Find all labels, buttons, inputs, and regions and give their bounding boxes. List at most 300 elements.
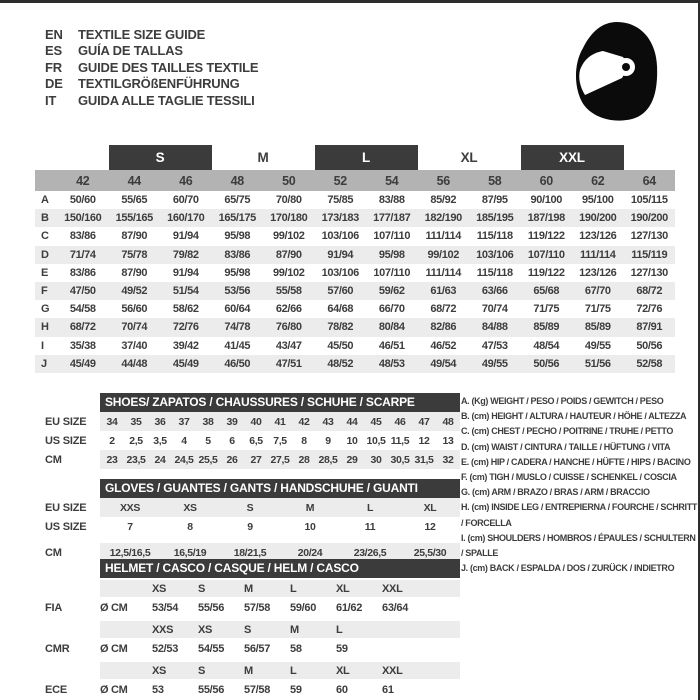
helmet-sizes-row-ece — [40, 662, 460, 679]
size-value: 57/60 — [327, 285, 354, 298]
shoes-table-value: 43 — [322, 415, 334, 428]
helmet-size-label: L — [290, 664, 297, 677]
shoes-table-value: 28,5 — [318, 453, 338, 466]
measurement-legend — [461, 394, 697, 576]
size-value: 78/82 — [327, 321, 354, 334]
main-size-table — [35, 145, 675, 373]
helmet-size-label: S — [198, 582, 206, 595]
helmet-size-label: XS — [152, 582, 167, 595]
gloves-table-value: 9 — [247, 520, 253, 533]
column-header-56: 56 — [436, 173, 450, 188]
column-header-58: 58 — [488, 173, 502, 188]
size-value: 68/72 — [430, 303, 457, 316]
standard-label-cmr: CMR — [45, 643, 70, 655]
helmet-value: 59 — [336, 643, 348, 655]
size-value: 123/126 — [579, 266, 617, 279]
helmet-size-label: XXS — [152, 623, 174, 636]
size-value: 46/51 — [378, 339, 405, 352]
size-value: 51/56 — [584, 357, 611, 370]
gloves-table-title: GLOVES / GUANTES / GANTS / HANDSCHUHE / GUANTI — [100, 479, 460, 498]
column-header-64: 64 — [642, 173, 656, 188]
gloves-table-value: 11 — [364, 520, 376, 533]
size-value: 91/94 — [327, 248, 354, 261]
size-value: 87/91 — [636, 321, 663, 334]
helmet-sizes-fia — [100, 580, 460, 597]
size-group-m: M — [257, 150, 269, 165]
unit-label: Ø CM — [100, 643, 128, 655]
helmet-size-label: XS — [152, 664, 167, 677]
shoes-table-value: 42 — [298, 415, 310, 428]
main-number-row — [35, 170, 675, 191]
helmet-value: 61/62 — [336, 602, 363, 614]
size-value: 91/94 — [172, 230, 199, 243]
helmet-value: 61 — [382, 684, 394, 696]
shoes-table-row-us-size — [40, 431, 460, 450]
size-value: 123/126 — [579, 230, 617, 243]
language-code-de: DE — [45, 76, 63, 92]
size-value: 182/190 — [424, 212, 462, 225]
title-row-fr — [45, 59, 258, 76]
size-value: 64/68 — [327, 303, 354, 316]
size-value: 47/50 — [69, 285, 96, 298]
helmet-sizes-cmr — [100, 621, 460, 638]
legend-item-i: I. (cm) SHOULDERS / HOMBROS / ÉPAULES / SCHULTERN / SPALLE — [461, 532, 696, 559]
size-value: 170/180 — [270, 212, 308, 225]
title-row-en — [45, 26, 258, 43]
size-value: 48/52 — [327, 357, 354, 370]
shoes-table-title: SHOES/ ZAPATOS / CHAUSSURES / SCHUHE / SCARPE — [100, 393, 460, 412]
shoes-table-value: 40 — [250, 415, 262, 428]
size-group-l: L — [315, 145, 418, 170]
helmet-size-label: L — [336, 623, 343, 636]
shoes-table-value: 35 — [130, 415, 142, 428]
size-value: 43/47 — [275, 339, 302, 352]
size-value: 107/110 — [373, 230, 411, 243]
legend-item-d: D. (cm) WAIST / CINTURA / TAILLE / HÜFTUNG / VITA — [461, 441, 671, 452]
row-letter: B — [41, 212, 49, 225]
size-value: 91/94 — [172, 266, 199, 279]
size-value: 95/98 — [378, 248, 405, 261]
gloves-table-row-eu-size — [40, 498, 460, 517]
size-value: 49/52 — [121, 285, 148, 298]
size-value: 54/58 — [69, 303, 96, 316]
gloves-table-value: 12,5/16,5 — [109, 546, 151, 559]
shoes-table-row-cm — [40, 450, 460, 469]
legend-item-b: B. (cm) HEIGHT / ALTURA / HAUTEUR / HÖHE / ALTEZZA — [461, 411, 687, 422]
column-header-54: 54 — [385, 173, 399, 188]
size-value: 83/88 — [378, 194, 405, 207]
guide-title-it: GUIDA ALLE TAGLIE TESSILI — [78, 92, 255, 108]
size-value: 177/187 — [373, 212, 411, 225]
shoes-table-value: 48 — [442, 415, 454, 428]
size-value: 65/75 — [224, 194, 251, 207]
shoes-table-value: 4 — [181, 434, 187, 447]
size-value: 95/100 — [581, 194, 614, 207]
size-value: 185/195 — [476, 212, 514, 225]
size-value: 59/62 — [378, 285, 405, 298]
racing-helmet-icon — [570, 19, 660, 127]
size-band — [35, 145, 675, 170]
shoes-table-values-us-size — [100, 431, 460, 450]
shoes-table-value: 44 — [346, 415, 358, 428]
size-value: 48/53 — [378, 357, 405, 370]
title-block — [45, 26, 258, 109]
size-value: 70/80 — [275, 194, 302, 207]
row-letter: I — [41, 339, 44, 352]
standard-label-fia: FIA — [45, 602, 63, 614]
language-code-fr: FR — [45, 59, 62, 75]
helmet-value: 54/55 — [198, 643, 225, 655]
shoes-table-value: 45 — [370, 415, 382, 428]
helmet-table-title: HELMET / CASCO / CASQUE / HELM / CASCO — [100, 559, 460, 578]
size-value: 84/88 — [481, 321, 508, 334]
size-value: 72/76 — [172, 321, 199, 334]
helmet-size-label: M — [290, 623, 299, 636]
size-value: 187/198 — [527, 212, 565, 225]
size-value: 60/64 — [224, 303, 251, 316]
gloves-table-value: 25,5/30 — [413, 546, 447, 559]
language-code-es: ES — [45, 43, 62, 59]
shoes-table-value: 30,5 — [390, 453, 410, 466]
shoes-table-value: 13 — [442, 434, 454, 447]
helmet-value: 59 — [290, 684, 302, 696]
size-value: 85/92 — [430, 194, 457, 207]
shoes-table-value: 32 — [442, 453, 454, 466]
helmet-sizes-row-cmr — [40, 621, 460, 638]
size-value: 49/55 — [481, 357, 508, 370]
size-value: 49/55 — [584, 339, 611, 352]
size-value: 95/98 — [224, 266, 251, 279]
size-value: 74/78 — [224, 321, 251, 334]
helmet-sizes-row-fia — [40, 580, 460, 597]
helmet-size-label: XXL — [382, 664, 403, 677]
legend-item-c: C. (cm) CHEST / PECHO / POITRINE / TRUHE / PETTO — [461, 426, 674, 437]
size-value: 111/114 — [580, 248, 616, 261]
helmet-values-cmr — [100, 638, 460, 660]
size-value: 49/54 — [430, 357, 457, 370]
size-value: 111/114 — [425, 230, 461, 243]
gloves-table-value: 23/26,5 — [353, 546, 387, 559]
unit-label: Ø CM — [100, 602, 128, 614]
guide-title-fr: GUIDE DES TAILLES TEXTILE — [78, 59, 259, 75]
size-value: 50/56 — [533, 357, 560, 370]
size-value: 70/74 — [121, 321, 148, 334]
size-value: 155/165 — [115, 212, 153, 225]
column-header-50: 50 — [282, 173, 296, 188]
size-value: 45/50 — [327, 339, 354, 352]
legend-item-a: A. (Kg) WEIGHT / PESO / POIDS / GEWITCH / PESO — [461, 396, 664, 406]
size-value: 41/45 — [224, 339, 251, 352]
shoes-table-value: 30 — [370, 453, 382, 466]
size-value: 87/90 — [121, 266, 148, 279]
shoes-table-label-eu-size: EU SIZE — [45, 415, 87, 428]
size-value: 75/85 — [327, 194, 354, 207]
helmet-size-label: M — [244, 664, 253, 677]
shoes-table — [40, 393, 460, 469]
size-value: 68/72 — [69, 321, 96, 334]
gloves-table-value: 12 — [424, 520, 436, 533]
shoes-table-values-eu-size — [100, 412, 460, 431]
gloves-table-label-cm: CM — [45, 546, 62, 559]
row-letter: G — [41, 303, 50, 316]
row-letter: H — [41, 321, 49, 334]
size-value: 85/89 — [584, 321, 611, 334]
helmet-values-fia — [100, 597, 460, 619]
size-value: 66/70 — [378, 303, 405, 316]
size-group-s: S — [109, 145, 212, 170]
size-value: 65/68 — [533, 285, 560, 298]
unit-label: Ø CM — [100, 684, 128, 696]
size-value: 79/82 — [172, 248, 199, 261]
helmet-size-label: XXL — [382, 582, 403, 595]
size-value: 47/51 — [275, 357, 302, 370]
legend-item-f: F. (cm) TIGH / MUSLO / CUISSE / SCHENKEL / COSCIA — [461, 472, 677, 483]
size-value: 107/110 — [373, 266, 411, 279]
legend-item-h: H. (cm) INSIDE LEG / ENTREPIERNA / FOURCHE / SCHRITT / FORCELLA — [461, 502, 697, 528]
column-header-48: 48 — [230, 173, 244, 188]
shoes-table-value: 8 — [301, 434, 307, 447]
gloves-table-label-eu-size: EU SIZE — [45, 501, 87, 514]
size-value: 190/200 — [579, 212, 617, 225]
size-value: 105/115 — [630, 194, 668, 207]
helmet-size-label: XL — [336, 582, 350, 595]
gloves-table-row-us-size — [40, 517, 460, 536]
title-row-it — [45, 92, 258, 109]
column-header-62: 62 — [591, 173, 605, 188]
size-value: 51/54 — [172, 285, 199, 298]
row-letter: A — [41, 194, 49, 207]
helmet-sizes-ece — [100, 662, 460, 679]
shoes-table-value: 2 — [109, 434, 115, 447]
shoes-table-value: 24 — [154, 453, 166, 466]
size-value: 44/48 — [121, 357, 148, 370]
size-value: 56/60 — [121, 303, 148, 316]
size-value: 87/95 — [481, 194, 508, 207]
size-value: 83/86 — [69, 266, 96, 279]
size-value: 103/106 — [321, 266, 359, 279]
language-code-en: EN — [45, 26, 63, 42]
legend-item-e: E. (cm) HIP / CADERA / HANCHE / HÜFTE / HIPS / BACINO — [461, 456, 691, 467]
main-table-body — [35, 191, 675, 373]
size-value: 99/102 — [427, 248, 460, 261]
size-value: 62/66 — [275, 303, 302, 316]
size-value: 150/160 — [64, 212, 102, 225]
guide-title-en: TEXTILE SIZE GUIDE — [78, 26, 206, 42]
size-value: 173/183 — [321, 212, 359, 225]
helmet-values-row-cmr — [40, 638, 460, 660]
size-value: 75/78 — [121, 248, 148, 261]
shoes-table-value: 3,5 — [153, 434, 167, 447]
shoes-table-value: 39 — [226, 415, 238, 428]
main-row-h — [35, 318, 675, 336]
helmet-values-ece — [100, 679, 460, 700]
size-value: 111/114 — [425, 266, 461, 279]
size-value: 45/49 — [69, 357, 96, 370]
shoes-table-value: 12 — [418, 434, 430, 447]
helmet-size-label: XS — [198, 623, 213, 636]
size-value: 52/58 — [636, 357, 663, 370]
helmet-value: 57/58 — [244, 602, 271, 614]
gloves-table-value: XS — [183, 501, 197, 514]
gloves-table-values-us-size — [100, 517, 460, 536]
main-row-e — [35, 264, 675, 282]
shoes-table-value: 25,5 — [198, 453, 218, 466]
size-value: 87/90 — [275, 248, 302, 261]
main-row-f — [35, 282, 675, 300]
size-value: 115/118 — [476, 230, 513, 243]
size-value: 70/74 — [481, 303, 508, 316]
helmet-value: 56/57 — [244, 643, 271, 655]
column-header-46: 46 — [179, 173, 193, 188]
row-letter: D — [41, 248, 49, 261]
size-value: 67/70 — [584, 285, 611, 298]
size-value: 107/110 — [527, 248, 565, 261]
row-letter: C — [41, 230, 49, 243]
size-value: 71/75 — [584, 303, 611, 316]
shoes-table-value: 28 — [298, 453, 310, 466]
helmet-value: 58 — [290, 643, 302, 655]
size-value: 87/90 — [121, 230, 148, 243]
shoes-table-value: 10,5 — [366, 434, 386, 447]
helmet-value: 60 — [336, 684, 348, 696]
row-letter: J — [41, 357, 47, 370]
helmet-size-label: XL — [336, 664, 350, 677]
size-value: 37/40 — [121, 339, 148, 352]
helmet-value: 59/60 — [290, 602, 317, 614]
shoes-table-label-cm: CM — [45, 453, 62, 466]
size-value: 83/86 — [224, 248, 251, 261]
size-value: 63/66 — [481, 285, 508, 298]
column-header-52: 52 — [333, 173, 347, 188]
row-letter: E — [41, 266, 48, 279]
size-value: 71/75 — [533, 303, 560, 316]
size-value: 99/102 — [272, 266, 305, 279]
standard-label-ece: ECE — [45, 684, 68, 696]
size-value: 127/130 — [630, 230, 668, 243]
gloves-table-value: XXS — [120, 501, 140, 514]
main-row-i — [35, 337, 675, 355]
gloves-table — [40, 479, 460, 562]
shoes-table-values-cm — [100, 450, 460, 469]
main-row-d — [35, 246, 675, 264]
size-value: 119/122 — [527, 266, 565, 279]
helmet-value: 63/64 — [382, 602, 409, 614]
size-value: 39/42 — [172, 339, 199, 352]
size-value: 60/70 — [172, 194, 199, 207]
gloves-table-value: 20/24 — [297, 546, 323, 559]
gloves-table-value: M — [305, 501, 315, 514]
size-value: 50/60 — [69, 194, 96, 207]
size-value: 76/80 — [275, 321, 302, 334]
column-header-60: 60 — [539, 173, 553, 188]
size-value: 115/119 — [631, 248, 668, 261]
helmet-size-label: S — [198, 664, 206, 677]
shoes-table-value: 47 — [418, 415, 430, 428]
size-value: 95/98 — [224, 230, 251, 243]
shoes-table-value: 34 — [106, 415, 118, 428]
row-letter: F — [41, 285, 48, 298]
helmet-value: 53/54 — [152, 602, 179, 614]
shoes-table-row-eu-size — [40, 412, 460, 431]
shoes-table-value: 41 — [274, 415, 286, 428]
helmet-value: 52/53 — [152, 643, 179, 655]
helmet-size-label: S — [244, 623, 252, 636]
size-value: 190/200 — [630, 212, 668, 225]
language-code-it: IT — [45, 92, 57, 108]
size-value: 53/56 — [224, 285, 251, 298]
helmet-value: 53 — [152, 684, 164, 696]
size-value: 82/86 — [430, 321, 457, 334]
guide-title-es: GUÍA DE TALLAS — [78, 43, 183, 59]
helmet-table — [40, 559, 460, 700]
size-value: 55/65 — [121, 194, 148, 207]
main-row-a — [35, 191, 675, 209]
size-value: 58/62 — [172, 303, 199, 316]
size-value: 47/53 — [481, 339, 508, 352]
shoes-table-label-us-size: US SIZE — [45, 434, 87, 447]
gloves-table-value: 8 — [187, 520, 193, 533]
shoes-table-value: 31,5 — [414, 453, 434, 466]
gloves-table-values-eu-size — [100, 498, 460, 517]
size-value: 80/84 — [378, 321, 405, 334]
gloves-table-value: 18/21,5 — [233, 546, 267, 559]
size-value: 99/102 — [272, 230, 305, 243]
helmet-value: 57/58 — [244, 684, 271, 696]
shoes-table-value: 37 — [178, 415, 190, 428]
guide-title-de: TEXTILGRÖßENFÜHRUNG — [78, 76, 240, 92]
size-value: 55/58 — [275, 285, 302, 298]
gloves-table-value: S — [246, 501, 254, 514]
size-value: 103/106 — [476, 248, 514, 261]
size-value: 127/130 — [630, 266, 668, 279]
shoes-table-value: 2,5 — [129, 434, 143, 447]
size-value: 85/89 — [533, 321, 560, 334]
shoes-table-value: 29 — [346, 453, 358, 466]
size-value: 71/74 — [69, 248, 96, 261]
size-value: 103/106 — [321, 230, 359, 243]
size-value: 48/54 — [533, 339, 560, 352]
shoes-table-value: 23 — [106, 453, 118, 466]
gloves-table-label-us-size: US SIZE — [45, 520, 87, 533]
shoes-table-value: 6 — [229, 434, 235, 447]
shoes-table-value: 5 — [205, 434, 211, 447]
helmet-size-label: M — [244, 582, 253, 595]
size-value: 68/72 — [636, 285, 663, 298]
helmet-value: 55/56 — [198, 602, 225, 614]
gloves-table-value: L — [366, 501, 374, 514]
shoes-table-value: 6,5 — [249, 434, 263, 447]
size-value: 119/122 — [527, 230, 565, 243]
size-value: 50/56 — [636, 339, 663, 352]
size-value: 45/49 — [172, 357, 199, 370]
main-row-c — [35, 227, 675, 245]
gloves-table-value: 7 — [127, 520, 133, 533]
helmet-size-label: L — [290, 582, 297, 595]
shoes-table-value: 46 — [394, 415, 406, 428]
size-value: 46/50 — [224, 357, 251, 370]
gloves-table-value: 10 — [304, 520, 316, 533]
shoes-table-value: 10 — [346, 434, 358, 447]
size-value: 160/170 — [167, 212, 205, 225]
size-value: 72/76 — [636, 303, 663, 316]
size-group-xxl: XXL — [521, 145, 624, 170]
size-value: 90/100 — [530, 194, 563, 207]
main-row-g — [35, 300, 675, 318]
column-header-44: 44 — [127, 173, 141, 188]
size-value: 115/118 — [476, 266, 513, 279]
shoes-table-value: 23,5 — [126, 453, 146, 466]
helmet-value: 55/56 — [198, 684, 225, 696]
